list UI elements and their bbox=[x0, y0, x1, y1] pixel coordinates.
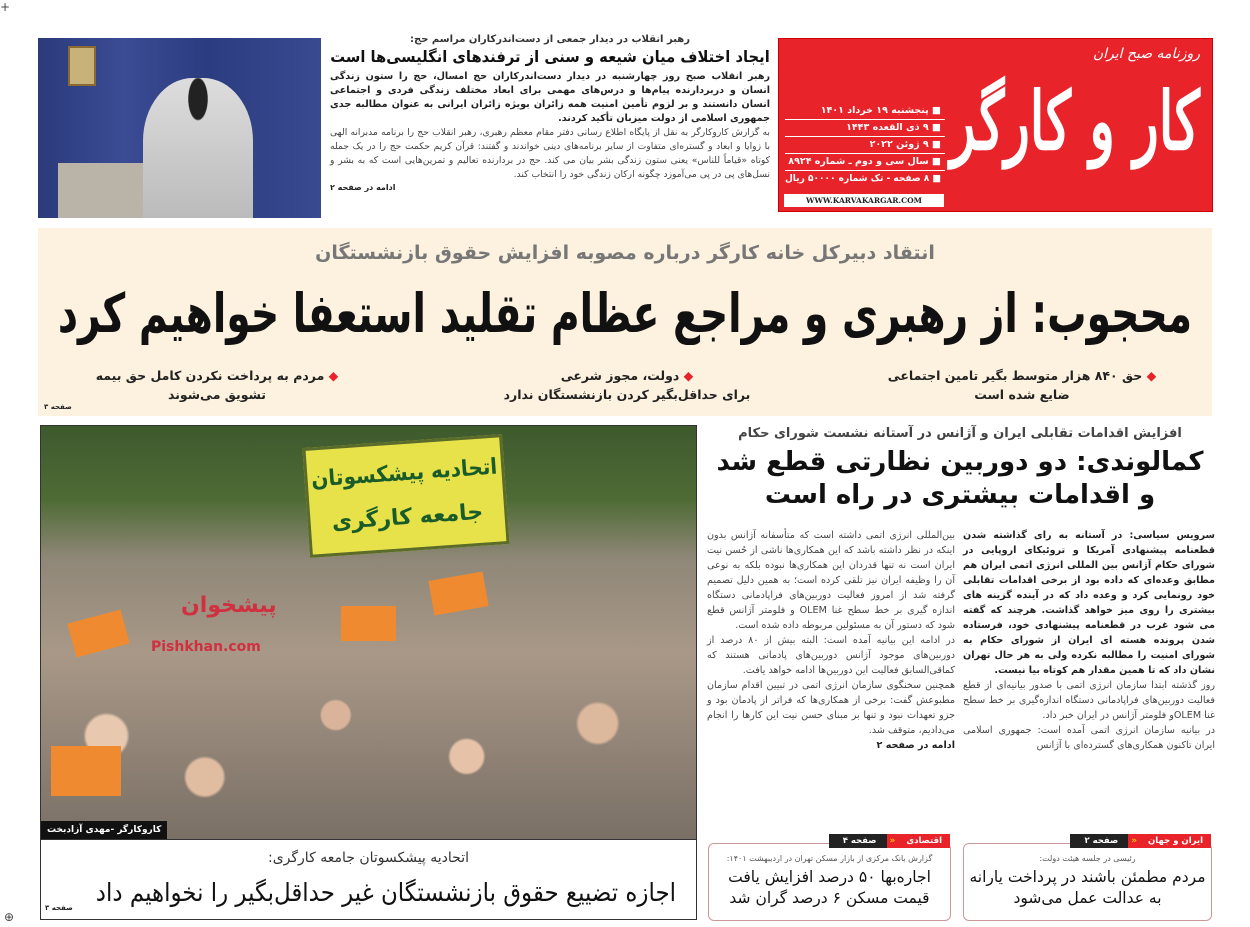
story-headline[interactable]: کمالوندی: دو دوربین نظارتی قطع شد و اقدامات بیشتری در راه است bbox=[716, 447, 1204, 510]
article-body: به گزارش کاروکارگر به نقل از پایگاه اطلاع رسانی دفتر مقام معظم رهبری، رهبر انقلاب حج را برنامه مدبرانه الهی با زوایا و ابعاد و گستره‌ای متفاوت از سایر برنامه‌های دینی خواندند و گفتند: قرآن کریم حکمت حج را در یک جمله کوتاه «قیاماً للناس» یعنی ستون زندگی بشر بیان می کند. حج در بردارنده تعالیم و تمرین‌هایی است که به بشر و نسل‌های پی در پی می‌آموزد چگونه ارکان زندگی خود را انتخاب کند. bbox=[330, 127, 770, 180]
lead-story-banner bbox=[38, 228, 1212, 416]
diamond-icon: ◆ bbox=[1146, 368, 1157, 383]
story-column-left: بین‌المللی انرژی اتمی داشته است که متأسفانه آژانس بدون اینکه در نظر داشته باشد که این همکاری‌ها ناشی از حُسن نیت ایران است نه تنها قدردان این همکاری‌ها نبوده بلکه به نوعی آن را وظیفه ایران نیز تلقی کرده است؛ به همین دلیل تصمیم گرفته شد از امروز فعالیت دوربین‌های فراپادمانی دستگاه اندازه گیری بر خط سطح غنا OLEM و فلومتر آژانس قطع شود که دستور آن به مسئولین مربوطه داده شده است. در ادامه این بیانیه آمده است: البته بیش از ۸۰ درصد از دوربین‌های موجود آژانس دوربین‌های پادمانی هستند که کماقی‌السابق فعالیت این دوربین‌ها ادامه خواهد یافت. همچنین سخنگوی سازمان انرژی اتمی در تبیین اقدام سازمان مطبوعش گفت: برخی از همکاری‌ها که فراتر از پادمان بود و جزو تعهدات نبود و تنها بر مبنای حسن نیت این کارها را انجام می‌دادیم، متوقف شد. ادامه در صفحه ۲ bbox=[707, 530, 955, 751]
photo-credit: کاروکارگر -مهدی آزادبخت bbox=[41, 821, 167, 839]
diamond-icon: ◆ bbox=[328, 368, 339, 383]
watermark-url: Pishkhan.com bbox=[151, 639, 261, 655]
watermark: پیشخوان bbox=[181, 593, 277, 618]
article-headline[interactable]: ایجاد اختلاف میان شیعه و سنی از ترفندهای انگلیسی‌ها است bbox=[330, 48, 770, 66]
teaser-kicker: رئیسی در جلسه هیئت دولت: bbox=[1039, 854, 1136, 863]
article-lead: رهبر انقلاب صبح روز چهارشنبه در دیدار دست‌اندرکاران حج امسال، حج را ستون زندگی انسان و دربردارنده پیام‌ها و درس‌های مهمی برای ابعاد مختلف زندگی فردی و اجتماعی انسان دانستند و بر لزوم تأمین امنیت همه زائران بویژه زائران ایرانی به عنوان مطالبه جدی جمهوری اسلامی از دولت میزبان تأکید کردند. bbox=[330, 71, 770, 124]
section-tag: اقتصادی « صفحه ۴ bbox=[829, 834, 950, 848]
chevron-icon: « bbox=[887, 834, 899, 848]
protest-banner: اتحادیه پیشکسوتان جامعه کارگری bbox=[302, 434, 509, 558]
continued-link[interactable]: ادامه در صفحه ۲ bbox=[330, 183, 396, 192]
placard bbox=[67, 609, 129, 657]
issue-info bbox=[785, 103, 945, 188]
desk bbox=[58, 163, 148, 218]
placard bbox=[51, 746, 121, 796]
portrait-frame bbox=[68, 46, 96, 86]
page-ref[interactable]: صفحه ۳ bbox=[44, 403, 72, 411]
protest-photo bbox=[40, 425, 697, 840]
story-kicker: افزایش اقدامات تقابلی ایران و آژانس در آستانه نشست شورای حکام bbox=[738, 426, 1182, 441]
masthead-logo: کار و کارگر bbox=[950, 74, 1200, 168]
teaser-box[interactable] bbox=[708, 836, 951, 921]
teaser-headline: مردم مطمئن باشند در پرداخت یارانه به عدالت عمل می‌شود bbox=[969, 868, 1206, 907]
top-article bbox=[330, 33, 770, 193]
issue-date-gregorian: ■ ۹ ژوئن ۲۰۲۲ bbox=[785, 137, 945, 154]
banner-headline[interactable]: محجوب: از رهبری و مراجع عظام تقلید استعفا خواهیم کرد bbox=[57, 282, 1193, 345]
crosshair-icon: + bbox=[0, 0, 11, 14]
teaser-kicker: گزارش بانک مرکزی از بازار مسکن تهران در اردیبهشت ۱۴۰۱: bbox=[726, 854, 933, 863]
banner-bullet: ◆ دولت، مجوز شرعی برای حداقل‌بگیر کردن بازنشستگان ندارد bbox=[503, 368, 751, 402]
banner-kicker: انتقاد دبیرکل خانه کارگر درباره مصوبه افزایش حقوق بازنشستگان bbox=[315, 242, 935, 264]
banner-bullet: ◆ مردم به پرداخت نکردن کامل حق بیمه تشویق می‌شوند bbox=[95, 368, 339, 402]
photo-caption bbox=[40, 840, 697, 920]
speaker-figure bbox=[143, 78, 253, 218]
banner-bullet: ◆ حق ۸۴۰ هزار متوسط بگیر تامین اجتماعی ضایع شده است bbox=[887, 368, 1157, 402]
issue-date-persian: ■ پنجشنبه ۱۹ خرداد ۱۴۰۱ bbox=[785, 103, 945, 120]
story-column-right: سرویس سیاسی: در آستانه به رای گذاشته شدن قطعنامه پیشنهادی آمریکا و تروئیکای اروپایی در شورای حکام آژانس بین المللی انرژی اتمی ایران هم مطابق وعده‌ای که داده بود از برخی اقدامات تقابلی خود رونمایی کرد و وعده داد که در آینده گزینه های بیشتری را روی میز خواهد گذاشت. هرچند که گفته می شود غرب در قطعنامه پیشنهادی خود، فرستاده شدن پرونده هسته ای ایران از شورای حکام به شورای امنیت را مطالبه نکرده ولی به هر حال تهران نشان داد که تا همین مقدار هم کوتاه بیا نیست. روز گذشته ابتدا سازمان انرژی اتمی با صدور بیانیه‌ای از قطع فعالیت دوربین‌های فراپادمانی دستگاه اندازه‌گیری بر خط سطح غنا OLEMو فلومتر آژانس در ایران خبر داد. در بیانیه سازمان انرژی اتمی آمده است: جمهوری اسلامی ایران تاکنون همکاری‌های گسترده‌ای با آژانس bbox=[963, 530, 1215, 751]
continued-link[interactable]: ادامه در صفحه ۲ bbox=[876, 740, 955, 751]
masthead bbox=[778, 38, 1213, 212]
placard bbox=[428, 571, 488, 615]
issue-price: ■ ۸ صفحه - تک شماره ۵۰۰۰۰ ریال bbox=[784, 173, 941, 184]
teaser-box[interactable] bbox=[963, 836, 1212, 921]
teaser-headline: اجاره‌بها ۵۰ درصد افزایش یافت قیمت مسکن ۶ درصد گران شد bbox=[728, 868, 931, 907]
issue-date-hijri: ■ ۹ ذی القعده ۱۴۴۳ bbox=[785, 120, 945, 137]
section-tag: ایران و جهان « صفحه ۲ bbox=[1070, 834, 1211, 848]
diamond-icon: ◆ bbox=[683, 368, 694, 383]
right-story bbox=[705, 425, 1215, 825]
placard bbox=[341, 606, 396, 641]
article-kicker: رهبر انقلاب در دیدار جمعی از دست‌اندرکاران مراسم حج: bbox=[410, 34, 690, 45]
registration-mark-icon: ⊕ bbox=[4, 910, 15, 924]
website-link[interactable]: WWW.KARVAKARGAR.COM bbox=[784, 194, 944, 207]
page-ref[interactable]: صفحه ۳ bbox=[45, 904, 73, 912]
caption-kicker: اتحادیه پیشکسوتان جامعه کارگری: bbox=[267, 850, 470, 866]
caption-headline[interactable]: اجازه تضییع حقوق بازنشستگان غیر حداقل‌بگیر را نخواهیم داد bbox=[95, 878, 677, 907]
issue-number: ■ سال سی و دوم ـ شماره ۸۹۲۴ bbox=[785, 154, 945, 171]
masthead-tagline: روزنامه صبح ایران bbox=[1092, 46, 1200, 62]
leader-photo bbox=[38, 38, 321, 218]
chevron-icon: « bbox=[1128, 834, 1140, 848]
